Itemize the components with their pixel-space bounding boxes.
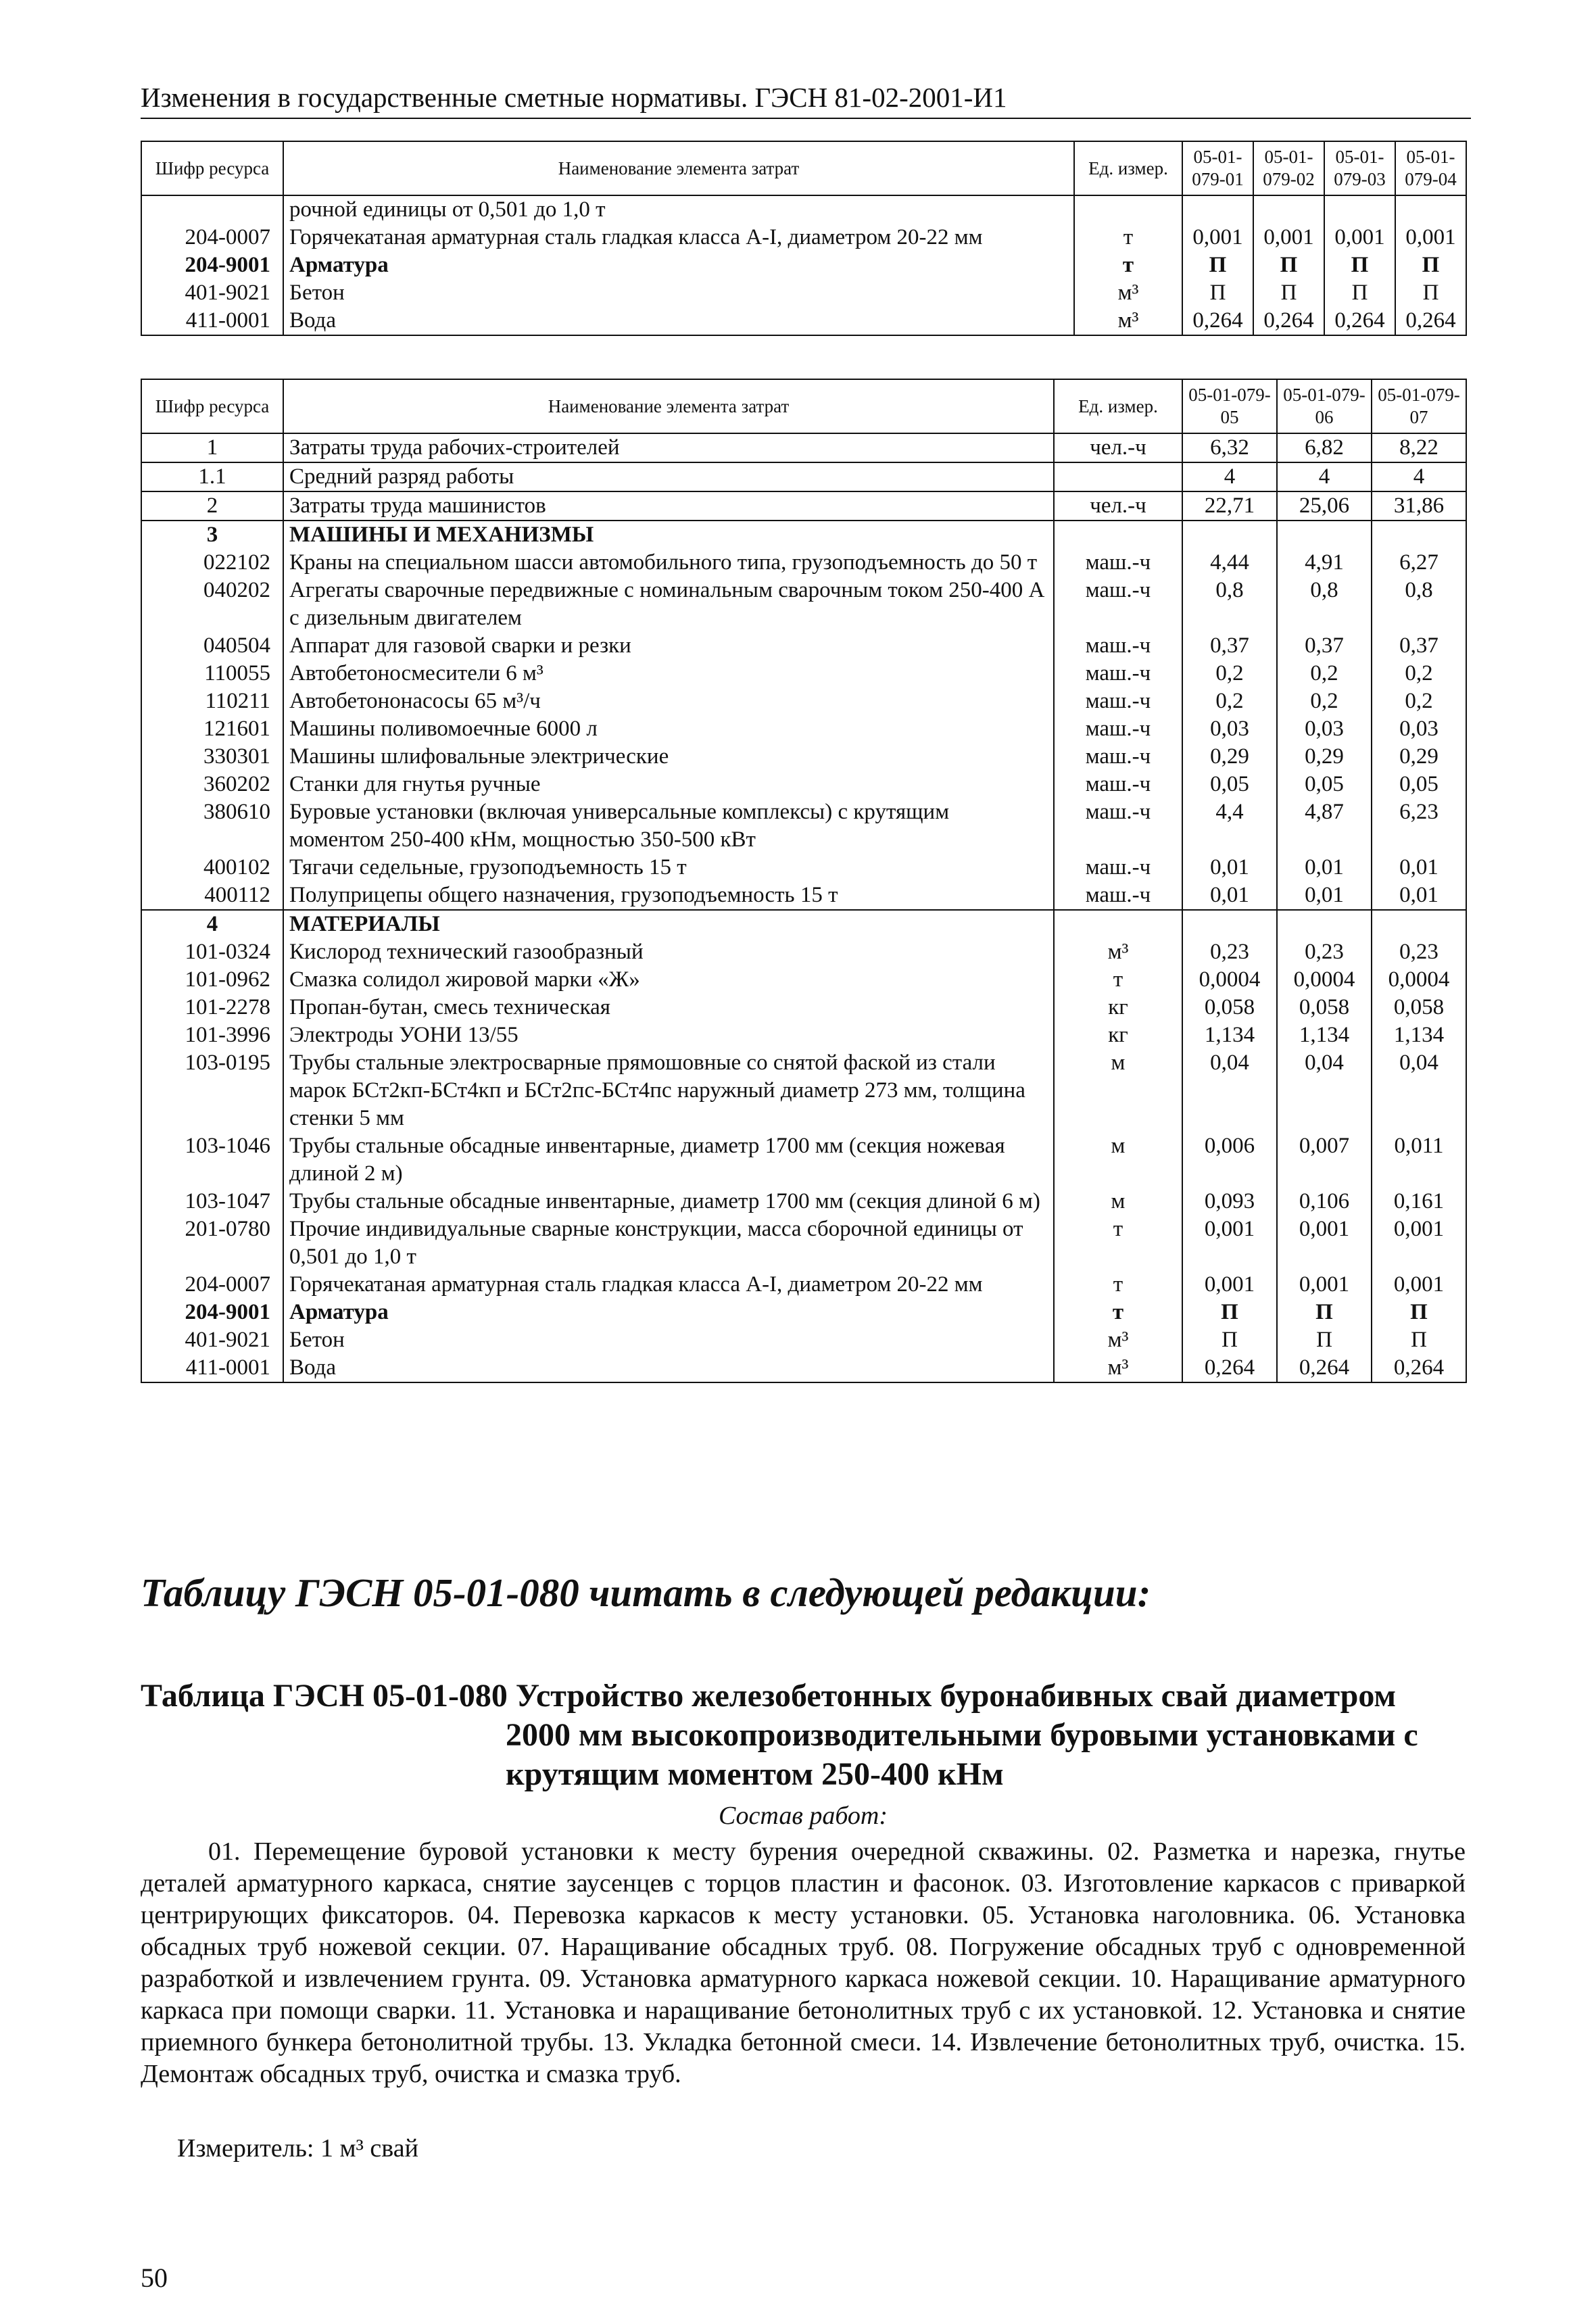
resource-value: 0,058 [1277, 994, 1372, 1021]
column-header: Ед. измер. [1054, 379, 1182, 433]
table-row [141, 195, 1466, 224]
resource-value: П [1182, 1299, 1277, 1326]
table-row [141, 521, 1466, 549]
table-row [141, 1049, 1466, 1132]
resource-name: Горячекатаная арматурная сталь гладкая класса А-I, диаметром 20-22 мм [283, 224, 1074, 251]
resource-unit: т [1074, 251, 1182, 279]
resource-code: 400112 [141, 882, 283, 910]
resource-unit: кг [1054, 994, 1182, 1021]
table-row [141, 491, 1466, 521]
resource-unit: м [1054, 1132, 1182, 1188]
resource-unit: т [1054, 1271, 1182, 1299]
resource-value: 4,4 [1182, 798, 1277, 854]
resource-value: 0,23 [1182, 938, 1277, 966]
resource-value: 0,2 [1372, 687, 1466, 715]
resource-code: 204-9001 [141, 251, 283, 279]
resource-value: П [1395, 251, 1466, 279]
resource-name: Трубы стальные обсадные инвентарные, диаметр 1700 мм (секция длиной 6 м) [283, 1188, 1054, 1215]
resource-code: 1 [141, 433, 283, 462]
resource-value: 0,264 [1182, 307, 1253, 335]
measure-unit: Измеритель: 1 м³ свай [177, 2134, 418, 2163]
resource-code: 201-0780 [141, 1215, 283, 1271]
resource-value: 0,001 [1182, 224, 1253, 251]
resource-unit: т [1054, 966, 1182, 994]
resource-code: 204-0007 [141, 1271, 283, 1299]
resource-value: П [1372, 1299, 1466, 1326]
resource-code: 380610 [141, 798, 283, 854]
resource-value: П [1182, 1326, 1277, 1354]
table-row [141, 798, 1466, 854]
resource-value: 0,0004 [1277, 966, 1372, 994]
resource-name: Полуприцепы общего назначения, грузоподъемность 15 т [283, 882, 1054, 910]
table-row [141, 1215, 1466, 1271]
column-header: Наименование элемента затрат [283, 379, 1054, 433]
column-header: Шифр ресурса [141, 379, 283, 433]
column-header: 05-01-079-05 [1182, 379, 1277, 433]
resource-unit: маш.-ч [1054, 632, 1182, 660]
resource-name: Электроды УОНИ 13/55 [283, 1021, 1054, 1049]
column-header: 05-01-079-01 [1182, 141, 1253, 195]
resource-unit: маш.-ч [1054, 549, 1182, 577]
resource-value: П [1253, 279, 1324, 307]
table-title-line: крутящим моментом 250-400 кНм [506, 1756, 1004, 1792]
table-row [141, 966, 1466, 994]
resource-name: Бетон [283, 1326, 1054, 1354]
resource-code: 040202 [141, 577, 283, 632]
resource-code: 040504 [141, 632, 283, 660]
resource-value: 0,001 [1277, 1271, 1372, 1299]
resource-value: 0,01 [1277, 882, 1372, 910]
resource-value: 0,161 [1372, 1188, 1466, 1215]
table-row [141, 1271, 1466, 1299]
resource-value: 0,8 [1277, 577, 1372, 632]
resource-name: Затраты труда машинистов [283, 491, 1054, 521]
resource-value: 0,264 [1182, 1354, 1277, 1382]
resource-name: Затраты труда рабочих-строителей [283, 433, 1054, 462]
table-title-line: 2000 мм высокопроизводительными буровыми установками с [506, 1717, 1418, 1753]
resource-unit: м [1054, 1188, 1182, 1215]
resource-value: 0,058 [1372, 994, 1466, 1021]
resource-name: Агрегаты сварочные передвижные с номинальным сварочным током 250-400 А с дизельным двигателем [283, 577, 1054, 632]
table-row [141, 632, 1466, 660]
column-header: 05-01-079-03 [1324, 141, 1395, 195]
resource-code [141, 195, 283, 224]
resource-code: 103-1046 [141, 1132, 283, 1188]
resource-value: П [1182, 251, 1253, 279]
resource-unit: чел.-ч [1054, 491, 1182, 521]
resource-value: 0,8 [1372, 577, 1466, 632]
resource-value: 0,2 [1182, 687, 1277, 715]
resource-code: 411-0001 [141, 1354, 283, 1382]
resource-unit: м [1054, 1049, 1182, 1132]
resource-value: 0,264 [1253, 307, 1324, 335]
header-divider [141, 118, 1471, 119]
resource-value: 0,03 [1182, 715, 1277, 743]
table-header-row [141, 141, 1466, 195]
resource-name: Арматура [283, 1299, 1054, 1326]
resource-value: 0,04 [1277, 1049, 1372, 1132]
resource-value: 0,001 [1277, 1215, 1372, 1271]
resource-value [1372, 521, 1466, 549]
resource-name: МАТЕРИАЛЫ [283, 910, 1054, 938]
column-header: 05-01-079-06 [1277, 379, 1372, 433]
resource-value: 0,001 [1372, 1215, 1466, 1271]
resource-name: Средний разряд работы [283, 462, 1054, 491]
resource-unit: т [1054, 1299, 1182, 1326]
resource-value: 4,87 [1277, 798, 1372, 854]
work-composition-text: 01. Перемещение буровой установки к месту бурения очередной скважины. 02. Разметка и нарезка, гнутье деталей арматурного каркаса, снятие заусенцев с торцов пластин и фасонок. 03. Изготовление каркасов с приваркой центрирующих фиксаторов. 04. Перевозка каркасов к месту установки. 05. Установка наголовника. 06. Установка обсадных труб ножевой секции. 07. Наращивание обсадных труб. 08. Погружение обсадных труб с одновременной разработкой и извлечением грунта. 09. Установка арматурного каркаса ножевой секции. 10. Наращивание арматурного каркаса при помощи сварки. 11. Установка и наращивание бетонолитных труб с их установкой. 12. Установка и снятие приемного бункера бетонолитной трубы. 13. Укладка бетонной смеси. 14. Извлечение бетонолитных труб, очистка. 15. Демонтаж обсадных труб, очистка и смазка труб. [141, 1837, 1466, 2088]
resource-value [1182, 521, 1277, 549]
resource-value: П [1253, 251, 1324, 279]
resource-value: 0,2 [1277, 660, 1372, 687]
resource-value [1324, 195, 1395, 224]
resource-unit [1074, 195, 1182, 224]
resource-code: 330301 [141, 743, 283, 771]
resource-name: Автобетононасосы 65 м³/ч [283, 687, 1054, 715]
resource-value: 25,06 [1277, 491, 1372, 521]
table-row [141, 224, 1466, 251]
resource-value: 0,04 [1182, 1049, 1277, 1132]
resource-value: 0,01 [1182, 882, 1277, 910]
resource-name: Пропан-бутан, смесь техническая [283, 994, 1054, 1021]
resource-value: 0,0004 [1182, 966, 1277, 994]
resource-unit: маш.-ч [1054, 798, 1182, 854]
resource-value: 0,264 [1324, 307, 1395, 335]
table-row [141, 251, 1466, 279]
column-header: 05-01-079-02 [1253, 141, 1324, 195]
resource-value: 0,001 [1324, 224, 1395, 251]
resource-value: П [1324, 279, 1395, 307]
resource-value: П [1395, 279, 1466, 307]
resource-unit [1054, 910, 1182, 938]
resource-value [1395, 195, 1466, 224]
resource-value: 0,01 [1372, 854, 1466, 882]
resource-value: 0,37 [1277, 632, 1372, 660]
resource-table-main [141, 379, 1467, 1383]
resource-value: 0,04 [1372, 1049, 1466, 1132]
resource-value: 0,2 [1182, 660, 1277, 687]
resource-value: П [1324, 251, 1395, 279]
resource-code: 101-3996 [141, 1021, 283, 1049]
resource-value: 6,23 [1372, 798, 1466, 854]
resource-value: 31,86 [1372, 491, 1466, 521]
resource-value: 6,32 [1182, 433, 1277, 462]
table-row [141, 433, 1466, 462]
table-row [141, 1299, 1466, 1326]
table-title [141, 1676, 1466, 1794]
work-composition-caption: Состав работ: [718, 1802, 888, 1830]
resource-unit: т [1074, 224, 1182, 251]
resource-unit: маш.-ч [1054, 771, 1182, 798]
resource-code: 204-9001 [141, 1299, 283, 1326]
resource-unit: м³ [1054, 1326, 1182, 1354]
resource-code: 103-1047 [141, 1188, 283, 1215]
resource-code: 411-0001 [141, 307, 283, 335]
resource-unit: маш.-ч [1054, 660, 1182, 687]
resource-value: 0,29 [1182, 743, 1277, 771]
resource-unit: м³ [1054, 1354, 1182, 1382]
table-row [141, 307, 1466, 335]
resource-value: 4 [1277, 462, 1372, 491]
resource-unit: м³ [1074, 307, 1182, 335]
resource-code: 101-0962 [141, 966, 283, 994]
resource-value: 0,03 [1372, 715, 1466, 743]
resource-code: 401-9021 [141, 1326, 283, 1354]
resource-name: Арматура [283, 251, 1074, 279]
resource-value: П [1372, 1326, 1466, 1354]
resource-value: 0,106 [1277, 1188, 1372, 1215]
resource-value: 0,0004 [1372, 966, 1466, 994]
resource-value: 0,8 [1182, 577, 1277, 632]
resource-name: Вода [283, 1354, 1054, 1382]
resource-value: 22,71 [1182, 491, 1277, 521]
resource-value [1277, 521, 1372, 549]
resource-name: Трубы стальные электросварные прямошовные со снятой фаской из стали марок БСт2кп-БСт4кп и БСт2пс-БСт4пс наружный диаметр 273 мм, толщина стенки 5 мм [283, 1049, 1054, 1132]
resource-value: 0,2 [1277, 687, 1372, 715]
table-row [141, 854, 1466, 882]
table-row [141, 938, 1466, 966]
resource-value: 0,001 [1182, 1215, 1277, 1271]
resource-value: 4 [1182, 462, 1277, 491]
resource-value: 0,05 [1182, 771, 1277, 798]
table-row [141, 1326, 1466, 1354]
column-header: Наименование элемента затрат [283, 141, 1074, 195]
resource-unit: м³ [1054, 938, 1182, 966]
resource-value: 0,29 [1372, 743, 1466, 771]
resource-value [1182, 910, 1277, 938]
table-row [141, 660, 1466, 687]
resource-value: 0,37 [1182, 632, 1277, 660]
table-row [141, 1354, 1466, 1382]
resource-name: Буровые установки (включая универсальные комплексы) с крутящим моментом 250-400 кНм, мощностью 350-500 кВт [283, 798, 1054, 854]
section-heading: Таблицу ГЭСН 05-01-080 читать в следующей редакции: [141, 1570, 1151, 1615]
resource-unit: маш.-ч [1054, 743, 1182, 771]
resource-value: П [1277, 1299, 1372, 1326]
table-row [141, 882, 1466, 910]
resource-code: 2 [141, 491, 283, 521]
resource-value: 0,23 [1277, 938, 1372, 966]
resource-value: П [1182, 279, 1253, 307]
table-row [141, 1188, 1466, 1215]
resource-unit [1054, 521, 1182, 549]
resource-unit: маш.-ч [1054, 577, 1182, 632]
running-title: Изменения в государственные сметные нормативы. ГЭСН 81-02-2001-И1 [141, 82, 1007, 113]
resource-value: 0,058 [1182, 994, 1277, 1021]
resource-value: 0,05 [1277, 771, 1372, 798]
table-row [141, 279, 1466, 307]
page-number: 50 [141, 2263, 168, 2293]
resource-unit: чел.-ч [1054, 433, 1182, 462]
resource-name: Краны на специальном шасси автомобильного типа, грузоподъемность до 50 т [283, 549, 1054, 577]
table-row [141, 771, 1466, 798]
resource-code: 103-0195 [141, 1049, 283, 1132]
resource-name: Прочие индивидуальные сварные конструкции, масса сборочной единицы от 0,501 до 1,0 т [283, 1215, 1054, 1271]
resource-value: 1,134 [1182, 1021, 1277, 1049]
resource-code: 204-0007 [141, 224, 283, 251]
table-row [141, 715, 1466, 743]
resource-value: 0,2 [1372, 660, 1466, 687]
column-header: 05-01-079-04 [1395, 141, 1466, 195]
resource-name: Машины поливомоечные 6000 л [283, 715, 1054, 743]
resource-value: 0,03 [1277, 715, 1372, 743]
resource-name: Тягачи седельные, грузоподъемность 15 т [283, 854, 1054, 882]
resource-value: П [1277, 1326, 1372, 1354]
resource-value [1182, 195, 1253, 224]
resource-name: Трубы стальные обсадные инвентарные, диаметр 1700 мм (секция ножевая длиной 2 м) [283, 1132, 1054, 1188]
resource-value: 0,264 [1372, 1354, 1466, 1382]
resource-value: 0,001 [1395, 224, 1466, 251]
resource-unit: т [1054, 1215, 1182, 1271]
resource-value: 0,01 [1372, 882, 1466, 910]
resource-code: 110211 [141, 687, 283, 715]
resource-value: 4,91 [1277, 549, 1372, 577]
resource-value: 0,093 [1182, 1188, 1277, 1215]
resource-value: 0,011 [1372, 1132, 1466, 1188]
resource-name: Станки для гнутья ручные [283, 771, 1054, 798]
resource-unit: маш.-ч [1054, 687, 1182, 715]
resource-name: Бетон [283, 279, 1074, 307]
resource-unit: маш.-ч [1054, 882, 1182, 910]
column-header: Ед. измер. [1074, 141, 1182, 195]
table-row [141, 549, 1466, 577]
column-header: 05-01-079-07 [1372, 379, 1466, 433]
resource-value: 0,05 [1372, 771, 1466, 798]
resource-name: Вода [283, 307, 1074, 335]
resource-value: 0,001 [1182, 1271, 1277, 1299]
table-row [141, 1132, 1466, 1188]
resource-unit: маш.-ч [1054, 715, 1182, 743]
column-header: Шифр ресурса [141, 141, 283, 195]
resource-value: 0,01 [1182, 854, 1277, 882]
resource-name: Аппарат для газовой сварки и резки [283, 632, 1054, 660]
table-title-line: Таблица ГЭСН 05-01-080 Устройство железобетонных буронабивных свай диаметром [141, 1678, 1397, 1714]
table-row [141, 994, 1466, 1021]
resource-value: 0,264 [1395, 307, 1466, 335]
resource-unit [1054, 462, 1182, 491]
resource-value: 8,22 [1372, 433, 1466, 462]
table-header-row [141, 379, 1466, 433]
resource-value: 0,006 [1182, 1132, 1277, 1188]
table-row [141, 577, 1466, 632]
resource-unit: маш.-ч [1054, 854, 1182, 882]
resource-value: 0,37 [1372, 632, 1466, 660]
resource-code: 3 [141, 521, 283, 549]
resource-value: 1,134 [1372, 1021, 1466, 1049]
resource-code: 401-9021 [141, 279, 283, 307]
resource-value [1277, 910, 1372, 938]
table-row [141, 743, 1466, 771]
resource-value: 6,27 [1372, 549, 1466, 577]
resource-code: 022102 [141, 549, 283, 577]
resource-name: Горячекатаная арматурная сталь гладкая класса А-I, диаметром 20-22 мм [283, 1271, 1054, 1299]
resource-value: 0,264 [1277, 1354, 1372, 1382]
resource-code: 110055 [141, 660, 283, 687]
resource-unit: м³ [1074, 279, 1182, 307]
resource-value: 0,29 [1277, 743, 1372, 771]
resource-code: 4 [141, 910, 283, 938]
resource-name: МАШИНЫ И МЕХАНИЗМЫ [283, 521, 1054, 549]
resource-code: 101-0324 [141, 938, 283, 966]
resource-name: Кислород технический газообразный [283, 938, 1054, 966]
resource-code: 360202 [141, 771, 283, 798]
resource-table-top [141, 141, 1467, 336]
resource-value [1253, 195, 1324, 224]
resource-value: 0,001 [1253, 224, 1324, 251]
resource-value: 0,01 [1277, 854, 1372, 882]
resource-name: Автобетоносмесители 6 м³ [283, 660, 1054, 687]
resource-value: 4,44 [1182, 549, 1277, 577]
table-row [141, 687, 1466, 715]
table-row [141, 462, 1466, 491]
table-row [141, 1021, 1466, 1049]
resource-value: 0,001 [1372, 1271, 1466, 1299]
resource-unit: кг [1054, 1021, 1182, 1049]
resource-value: 6,82 [1277, 433, 1372, 462]
resource-value: 0,23 [1372, 938, 1466, 966]
resource-code: 1.1 [141, 462, 283, 491]
resource-value [1372, 910, 1466, 938]
resource-name: Смазка солидол жировой марки «Ж» [283, 966, 1054, 994]
resource-code: 400102 [141, 854, 283, 882]
table-row [141, 910, 1466, 938]
resource-value: 4 [1372, 462, 1466, 491]
resource-code: 101-2278 [141, 994, 283, 1021]
resource-name: Машины шлифовальные электрические [283, 743, 1054, 771]
resource-name: рочной единицы от 0,501 до 1,0 т [283, 195, 1074, 224]
resource-value: 0,007 [1277, 1132, 1372, 1188]
resource-value: 1,134 [1277, 1021, 1372, 1049]
resource-code: 121601 [141, 715, 283, 743]
